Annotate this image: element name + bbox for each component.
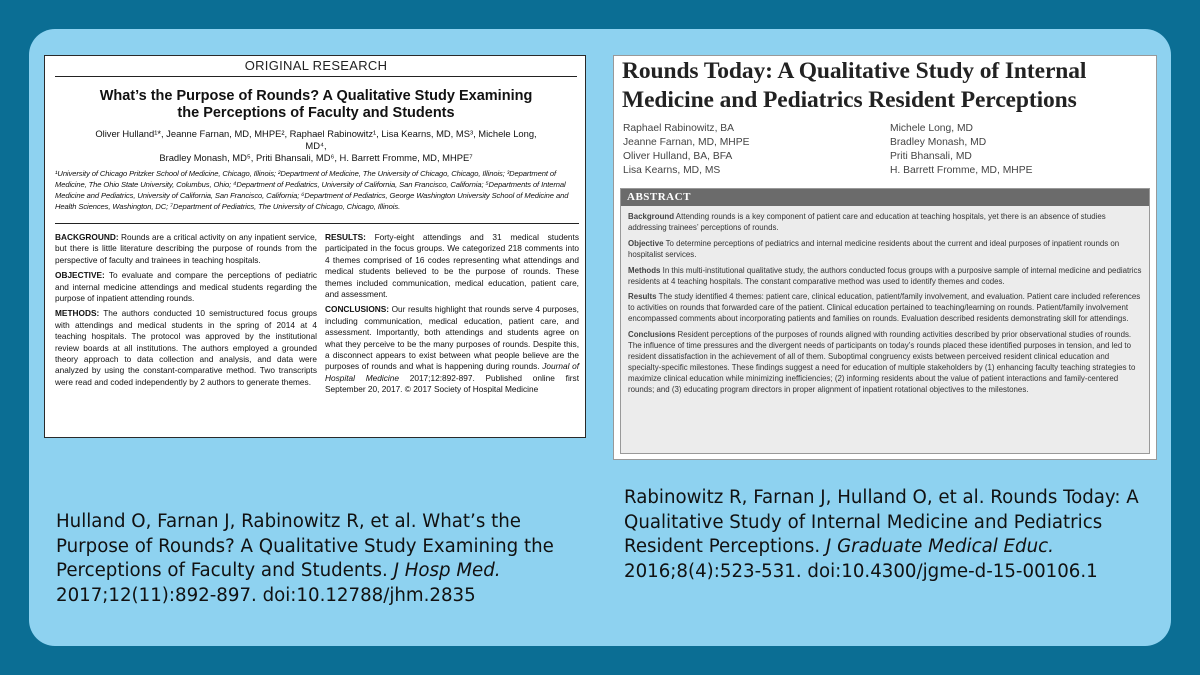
divider [55,223,579,224]
paper-title-line-1: What’s the Purpose of Rounds? A Qualitative Study Examining [99,88,533,104]
paper-title-line-2: Medicine and Pediatrics Resident Perceptions [622,87,1077,113]
background-text: Attending rounds is a key component of patient care and education at teaching hospitals, yet there is an absence of studies addressing trainees’ perceptions of rounds. [628,212,1106,232]
objective-paragraph [55,270,317,304]
paper-title [55,88,577,122]
authors-line-2: Bradley Monash, MD⁵, Priti Bhansali, MD⁶, H. Barrett Fromme, MD, MHPE⁷ [159,152,473,163]
author: Lisa Kearns, MD, MS [623,165,721,176]
citation-left [56,510,586,608]
paper-left-image [44,55,586,438]
objective-paragraph [628,239,1142,261]
methods-paragraph [628,266,1142,288]
objective-text: To determine perceptions of pediatrics and internal medicine residents about the current and ideal purposes of inpatient rounds on hospitalist services. [628,238,1120,259]
paper-title-line-1: Rounds Today: A Qualitative Study of Internal [622,58,1087,84]
abstract-heading: ABSTRACT [621,189,1149,206]
background-label: Background [628,212,675,221]
paper-title-line-2: the Perceptions of Faculty and Students [177,105,455,121]
author: Raphael Rabinowitz, BA [623,123,735,134]
authors-right-column [890,122,1150,178]
abstract-box [620,188,1150,454]
conclusions-text: Resident perceptions of the purposes of rounds aligned with rounding activities described by prior observational studies of rounds. The influence of time pressures and the divergent needs of participants on today’s rounds placed these identified purposes in tension, and led to resident dissatisfaction in the achievement of all of them. Suboptimal congruency exists between perceived resident clinical education and specialty-specific milestones. These findings suggest a need for education of multiple stakeholders by (1) enhancing faculty teaching strategies to maximize clinical education while minimizing inefficiencies; (2) informing residents about the value of patient interactions and family-centered rounds; and (3) educating program directors in proper alignment of inpatient rotational objectives to the milestones. [628,330,1136,394]
affiliations: ¹University of Chicago Pritzker School of Medicine, Chicago, Illinois; ²Department of Medicine, The University of Chicago, Chicago, Illinois; ³Department of Medicine, The Ohio State University, Columbus, Ohio; ⁴Department of Pediatrics, University of California, San Francisco, California; ⁵Departments of Internal Medicine and Pediatrics, University of California, San Francisco, California; ⁶Department of Pediatrics, George Washington University School of Medicine and Health Sciences, Washington, DC; ⁷Department of Pediatrics, The University of Chicago, Chicago, Illinois. [55,169,569,211]
author: Michele Long, MD [890,123,973,134]
objective-text: To evaluate and compare the perceptions of pediatric and internal medicine attendings and medical students regarding the purpose of inpatient attending rounds. [55,270,317,304]
citation-journal: J Hosp Med. [393,560,501,581]
results-paragraph [628,292,1142,325]
methods-text: The authors conducted 10 semistructured focus groups with attendings and medical students in the spring of 2014 at 4 teaching hospitals. The protocol was approved by the institutional review boards at all institutions. The authors employed a grounded theory approach to data collection and analysis, and data were analyzed by using the constant-comparative method. Two transcripts were read and coded independently by 2 authors to generate themes. [55,308,317,387]
methods-paragraph [55,308,317,388]
objective-label: Objective [628,238,664,248]
results-paragraph [325,232,579,300]
citation-tail: 2017;12(11):892-897. doi:10.12788/jhm.2835 [56,584,476,606]
author: Jeanne Farnan, MD, MHPE [623,137,750,148]
author: Priti Bhansali, MD [890,151,972,162]
objective-label: OBJECTIVE: [55,270,105,281]
section-header: ORIGINAL RESEARCH [55,58,577,77]
citation-journal: J Graduate Medical Educ. [825,536,1054,557]
background-paragraph [55,232,317,266]
conclusions-paragraph [628,330,1142,395]
background-label: BACKGROUND: [55,232,119,242]
conclusions-paragraph [325,304,579,395]
results-label: RESULTS: [325,232,366,242]
authors-line-1: Oliver Hulland¹*, Jeanne Farnan, MD, MHPE², Raphael Rabinowitz¹, Lisa Kearns, MD, MS³, Michele Long, MD⁴, [95,128,537,151]
paper-right-image [613,55,1157,460]
author: Oliver Hulland, BA, BFA [623,151,733,162]
citation-text: Hulland O, Farnan J, Rabinowitz R, et al. What’s the Purpose of Rounds? A Qualitative Study Examining the Perceptions of Faculty and Students. [56,511,554,581]
abstract-column-right [325,232,579,400]
paper-authors [85,128,547,164]
abstract-column-left [55,232,317,392]
citation-tail: 2016;8(4):523-531. doi:10.4300/jgme-d-15-00106.1 [624,560,1098,582]
methods-text: In this multi-institutional qualitative study, the authors conducted focus groups with a purposive sample of internal medicine and pediatrics residents at 4 teaching hospitals. The constant comparative method was used to identify themes and codes. [628,265,1142,286]
results-text: The study identified 4 themes: patient care, clinical education, patient/family involvement, and evaluation. Patient care included references to activities on rounds that forwarded care of the patient. Clinical education pertained to teaching/learning on rounds. Patient/family involvement encompassed comments about incorporating patients and families on rounds. Evaluation described residents demonstrating skill for attendings. [628,292,1141,324]
journal-ref: Journal of Hospital Medicine [325,361,579,383]
background-text: Rounds are a critical activity on any inpatient service, but there is little literature describing the purpose of rounds from the perspective of faculty and trainees in teaching hospitals. [55,232,317,265]
citation-text: Rabinowitz R, Farnan J, Hulland O, et al. Rounds Today: A Qualitative Study of Internal Medicine and Pediatrics Resident Perceptions. [624,487,1139,557]
author: H. Barrett Fromme, MD, MHPE [890,165,1033,176]
conclusions-label: CONCLUSIONS: [325,304,390,315]
author: Bradley Monash, MD [890,137,987,148]
methods-label: Methods [628,265,661,275]
methods-label: METHODS: [55,308,100,319]
paper-title [622,57,1142,115]
results-label: Results [628,292,657,302]
citation-right [624,486,1154,584]
conclusions-label: Conclusions [628,330,676,340]
journal-tail: 2017;12:892-897. Published online first September 20, 2017. © 2017 Society of Hospital Medicine [325,372,579,395]
conclusions-text: Our results highlight that rounds serve 4 purposes, including communication, medical education, patient care, and assessment. Importantly, both attendings and students agree on what they perceive to be the many purposes of rounds. Despite this, a disconnect appears to exist between what people believe are the purposes of rounds and what is happening during rounds. [325,304,579,372]
authors-left-column [623,122,883,178]
background-paragraph [628,212,1142,234]
abstract-body [621,206,1149,396]
results-text: Forty-eight attendings and 31 medical students participated in the focus groups. We categorized 218 comments into 4 themes comprised of 16 codes representing what attendings and medical students believed to be the purpose of rounds. These themes included communication, medical education, patient care, and assessment. [325,232,579,300]
